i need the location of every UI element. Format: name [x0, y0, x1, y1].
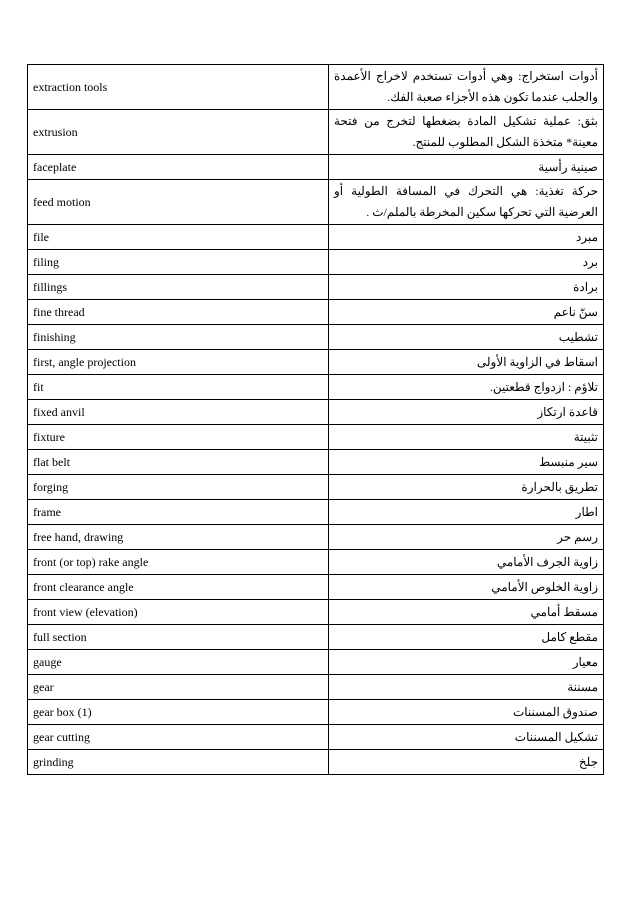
arabic-term: جلخ	[329, 750, 604, 775]
arabic-term: اسقاط في الزاوية الأولى	[329, 350, 604, 375]
glossary-row	[28, 400, 604, 425]
english-term: front view (elevation)	[28, 600, 329, 625]
glossary-row	[28, 475, 604, 500]
arabic-term: أدوات استخراج: وهي أدوات تستخدم لاخراج الأعمدة والجلب عندما تكون هذه الأجزاء صعبة الفك.	[329, 65, 604, 110]
english-term: full section	[28, 625, 329, 650]
glossary-row	[28, 600, 604, 625]
glossary-row	[28, 300, 604, 325]
glossary-row	[28, 675, 604, 700]
arabic-term: بثق: عملية تشكيل المادة بضغطها لتخرج من فتحة معينة* متخذة الشكل المطلوب للمنتج.	[329, 110, 604, 155]
english-term: front clearance angle	[28, 575, 329, 600]
glossary-row	[28, 375, 604, 400]
glossary-row	[28, 325, 604, 350]
arabic-term: برد	[329, 250, 604, 275]
arabic-term: صندوق المسننات	[329, 700, 604, 725]
english-term: fixed anvil	[28, 400, 329, 425]
arabic-term: اطار	[329, 500, 604, 525]
arabic-term: صينية رأسية	[329, 155, 604, 180]
english-term: grinding	[28, 750, 329, 775]
arabic-term: زاوية الخلوص الأمامي	[329, 575, 604, 600]
glossary-page	[27, 64, 601, 775]
glossary-row	[28, 275, 604, 300]
arabic-term: رسم حر	[329, 525, 604, 550]
english-term: gear	[28, 675, 329, 700]
arabic-term: معيار	[329, 650, 604, 675]
glossary-row	[28, 350, 604, 375]
glossary-row	[28, 750, 604, 775]
glossary-row	[28, 500, 604, 525]
glossary-row	[28, 155, 604, 180]
arabic-term: سنّ ناعم	[329, 300, 604, 325]
arabic-term: مسننة	[329, 675, 604, 700]
arabic-term: تشطيب	[329, 325, 604, 350]
arabic-term: تلاؤم : ازدواج قطعتين.	[329, 375, 604, 400]
english-term: fillings	[28, 275, 329, 300]
arabic-term: برادة	[329, 275, 604, 300]
english-term: gear cutting	[28, 725, 329, 750]
english-term: gear box (1)	[28, 700, 329, 725]
glossary-row	[28, 250, 604, 275]
english-term: gauge	[28, 650, 329, 675]
glossary-row	[28, 700, 604, 725]
arabic-term: قاعدة ارتكاز	[329, 400, 604, 425]
glossary-row	[28, 575, 604, 600]
arabic-term: زاوية الجرف الأمامي	[329, 550, 604, 575]
arabic-term: تثبيتة	[329, 425, 604, 450]
arabic-term: تطريق بالحرارة	[329, 475, 604, 500]
glossary-row	[28, 625, 604, 650]
english-term: front (or top) rake angle	[28, 550, 329, 575]
glossary-row	[28, 650, 604, 675]
glossary-row	[28, 450, 604, 475]
glossary-row	[28, 525, 604, 550]
english-term: finishing	[28, 325, 329, 350]
english-term: extraction tools	[28, 65, 329, 110]
arabic-term: حركة تغذية: هي التحرك في المسافة الطولية أو العرضية التي تحركها سكين المخرطة بالملم/ث .	[329, 180, 604, 225]
arabic-term: تشكيل المسننات	[329, 725, 604, 750]
arabic-term: مقطع كامل	[329, 625, 604, 650]
english-term: flat belt	[28, 450, 329, 475]
glossary-body	[28, 65, 604, 775]
glossary-row	[28, 725, 604, 750]
english-term: fixture	[28, 425, 329, 450]
glossary-row	[28, 110, 604, 155]
english-term: first, angle projection	[28, 350, 329, 375]
english-term: fine thread	[28, 300, 329, 325]
english-term: frame	[28, 500, 329, 525]
glossary-row	[28, 550, 604, 575]
english-term: extrusion	[28, 110, 329, 155]
english-term: free hand, drawing	[28, 525, 329, 550]
arabic-term: مسقط أمامي	[329, 600, 604, 625]
english-term: filing	[28, 250, 329, 275]
english-term: fit	[28, 375, 329, 400]
glossary-row	[28, 425, 604, 450]
glossary-row	[28, 65, 604, 110]
english-term: faceplate	[28, 155, 329, 180]
english-term: feed motion	[28, 180, 329, 225]
arabic-term: مبرد	[329, 225, 604, 250]
english-term: forging	[28, 475, 329, 500]
english-term: file	[28, 225, 329, 250]
glossary-row	[28, 225, 604, 250]
glossary-row	[28, 180, 604, 225]
arabic-term: سير منبسط	[329, 450, 604, 475]
glossary-table	[27, 64, 604, 775]
